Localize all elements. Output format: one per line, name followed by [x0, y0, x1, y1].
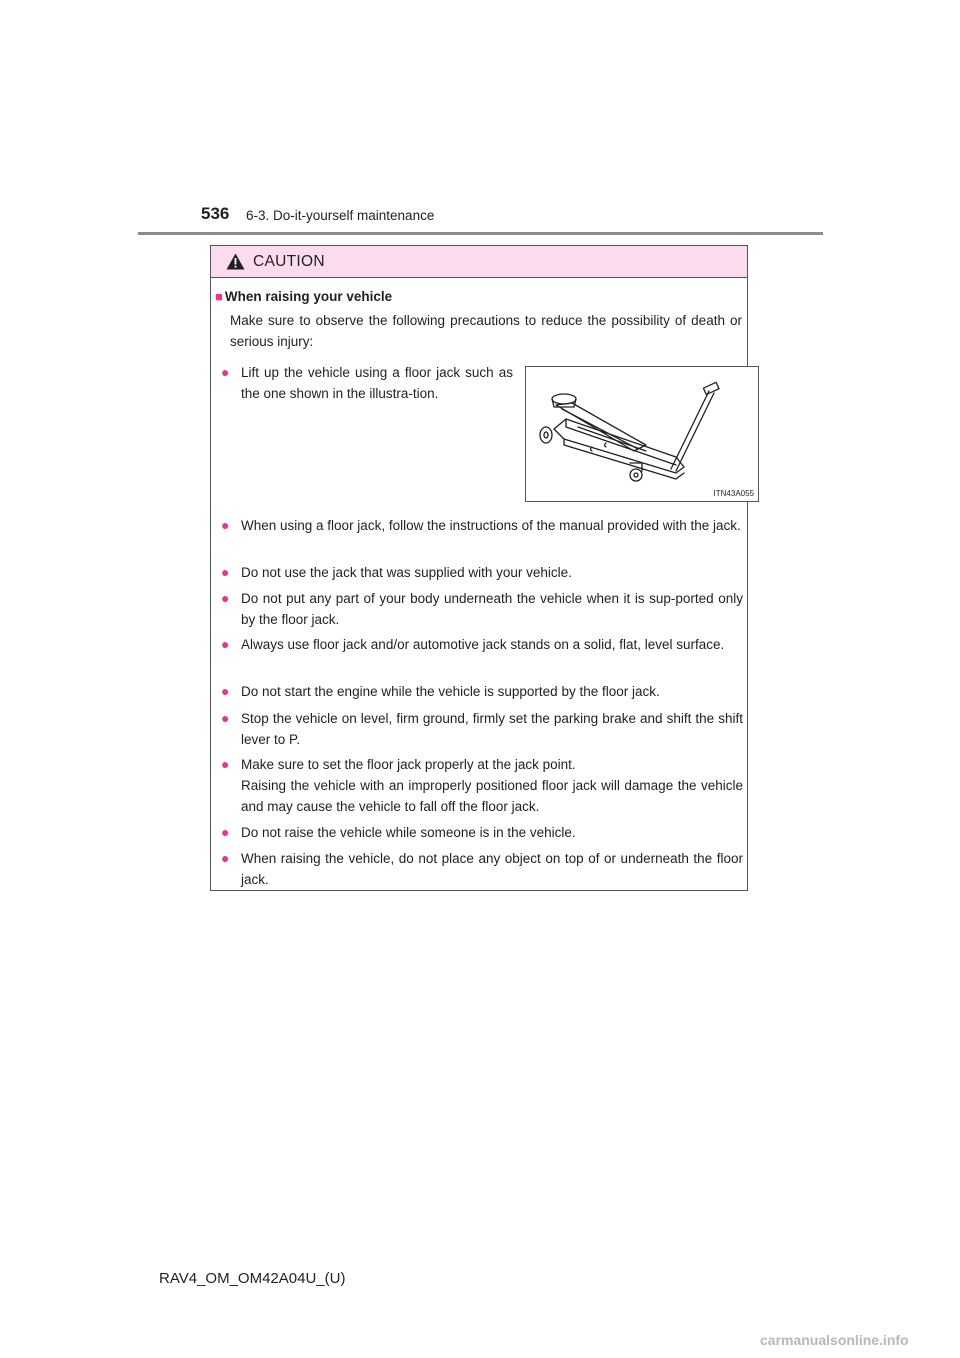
bullet-item — [221, 634, 743, 655]
bullet-text: Do not start the engine while the vehicle is supported by the floor jack. — [241, 684, 660, 699]
circle-bullet-icon: ● — [221, 564, 230, 580]
bullet-text: Always use floor jack and/or automotive jack stands on a solid, flat, level surface. — [241, 637, 725, 652]
circle-bullet-icon: ● — [221, 850, 230, 866]
circle-bullet-icon: ● — [221, 756, 230, 772]
circle-bullet-icon: ● — [221, 824, 230, 840]
header-rule — [138, 232, 823, 235]
floor-jack-figure — [525, 366, 759, 502]
warning-triangle-icon — [226, 253, 245, 270]
circle-bullet-icon: ● — [221, 364, 230, 380]
bullet-text: Do not raise the vehicle while someone is in the vehicle. — [241, 825, 576, 840]
bullet-text: Lift up the vehicle using a floor jack such as the one shown in the illustra-tion. — [241, 365, 513, 401]
floor-jack-illustration — [526, 367, 758, 501]
bullet-item — [221, 822, 743, 843]
bullet-item — [221, 848, 743, 890]
bullet-item — [221, 362, 513, 404]
caution-box — [210, 245, 754, 891]
caution-subhead — [215, 289, 392, 304]
bullet-item — [221, 515, 743, 536]
bullet-item — [221, 754, 743, 817]
bullet-text: When raising the vehicle, do not place any object on top of or underneath the floor jack. — [241, 851, 743, 887]
intro-text: Make sure to observe the following precautions to reduce the possibility of death or serious injury: — [230, 313, 742, 349]
figure-code: ITN43A055 — [713, 489, 754, 498]
circle-bullet-icon: ● — [221, 517, 230, 533]
circle-bullet-icon: ● — [221, 683, 230, 699]
bullet-text: When using a floor jack, follow the instructions of the manual provided with the jack. — [241, 518, 741, 533]
bullet-text: Stop the vehicle on level, firm ground, firmly set the parking brake and shift the shift lever to P. — [241, 711, 743, 747]
page-number: 536 — [201, 204, 230, 223]
circle-bullet-icon: ● — [221, 636, 230, 652]
caution-header — [211, 246, 747, 278]
bullet-item — [221, 708, 743, 750]
bullet-item — [221, 681, 743, 702]
bullet-item — [221, 562, 743, 583]
bullet-text: Make sure to set the floor jack properly at the jack point. Raising the vehicle with an improperly positioned floor jack will damage the vehicle and may cause the vehicle to fall off the floor jack. — [241, 757, 743, 814]
bullet-text: Do not use the jack that was supplied with your vehicle. — [241, 565, 572, 580]
circle-bullet-icon: ● — [221, 590, 230, 606]
bullet-item — [221, 588, 743, 630]
circle-bullet-icon: ● — [221, 710, 230, 726]
square-bullet-icon: ■ — [215, 289, 223, 304]
footer-doc-code: RAV4_OM_OM42A04U_(U) — [159, 1270, 346, 1287]
caution-label: CAUTION — [253, 253, 325, 270]
subhead-text: When raising your vehicle — [224, 289, 393, 304]
section-title: 6-3. Do-it-yourself maintenance — [246, 208, 435, 223]
watermark: carmanualsonline.info — [760, 1332, 909, 1348]
bullet-text: Do not put any part of your body underneath the vehicle when it is sup-ported only by the floor jack. — [241, 591, 743, 627]
